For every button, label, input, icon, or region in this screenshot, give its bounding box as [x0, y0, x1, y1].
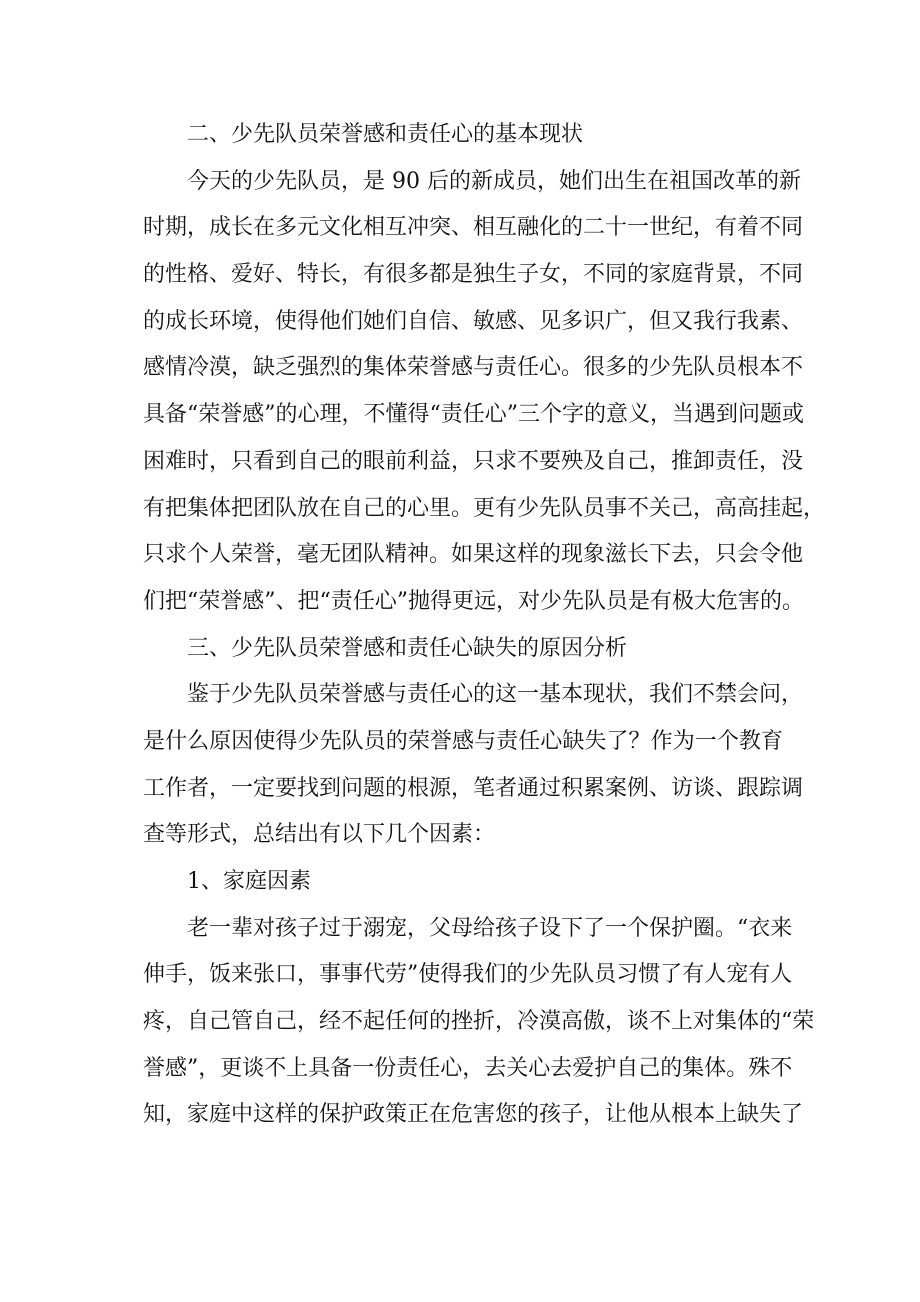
paragraph-line: 困难时，只看到自己的眼前利益，只求不要殃及自己，推卸责任，没: [143, 448, 804, 474]
paragraph-line: 老一辈对孩子过于溺宠，父母给孩子设下了一个保护圈。“衣来: [187, 915, 793, 941]
paragraph-line: 只求个人荣誉，毫无团队精神。如果这样的现象滋长下去，只会令他: [143, 542, 804, 568]
paragraph-line: 具备“荣誉感”的心理，不懂得“责任心”三个字的意义，当遇到问题或: [143, 402, 804, 428]
paragraph-line: 的性格、爱好、特长，有很多都是独生子女，不同的家庭背景，不同: [143, 262, 804, 288]
paragraph-line: 伸手，饭来张口，事事代劳”使得我们的少先队员习惯了有人宠有人: [143, 962, 793, 988]
paragraph-line: 们把“荣誉感”、把“责任心”抛得更远，对少先队员是有极大危害的。: [143, 588, 804, 614]
paragraph-line: 疼，自己管自己，经不起任何的挫折，冷漠高傲，谈不上对集体的“荣: [143, 1009, 815, 1035]
paragraph-line: 工作者，一定要找到问题的根源，笔者通过积累案例、访谈、跟踪调: [143, 775, 804, 801]
section-heading-3: 三、少先队员荣誉感和责任心缺失的原因分析: [187, 635, 628, 661]
paragraph-line: 誉感”，更谈不上具备一份责任心，去关心去爱护自己的集体。殊不: [143, 1055, 793, 1081]
paragraph-line: 鉴于少先队员荣誉感与责任心的这一基本现状，我们不禁会问，: [187, 682, 804, 708]
document-body: [143, 112, 826, 1139]
paragraph-line: 是什么原因使得少先队员的荣誉感与责任心缺失了？作为一个教育: [143, 728, 783, 754]
subsection-heading-family: 1、家庭因素: [187, 869, 311, 894]
paragraph-line: 感情冷漠，缺乏强烈的集体荣誉感与责任心。很多的少先队员根本不: [143, 355, 804, 381]
paragraph-line: 的成长环境，使得他们她们自信、敏感、见多识广，但又我行我素、: [143, 308, 804, 334]
paragraph-line: 时期，成长在多元文化相互冲突、相互融化的二十一世纪，有着不同: [143, 215, 804, 241]
paragraph-line: 今天的少先队员，是 90 后的新成员，她们出生在祖国改革的新: [187, 168, 801, 194]
paragraph-line: 知，家庭中这样的保护政策正在危害您的孩子，让他从根本上缺失了: [143, 1102, 804, 1128]
section-heading-2: 二、少先队员荣誉感和责任心的基本现状: [187, 122, 584, 147]
paragraph-line: 查等形式，总结出有以下几个因素：: [143, 822, 496, 848]
paragraph-line: 有把集体把团队放在自己的心里。更有少先队员事不关己，高高挂起，: [143, 495, 826, 521]
